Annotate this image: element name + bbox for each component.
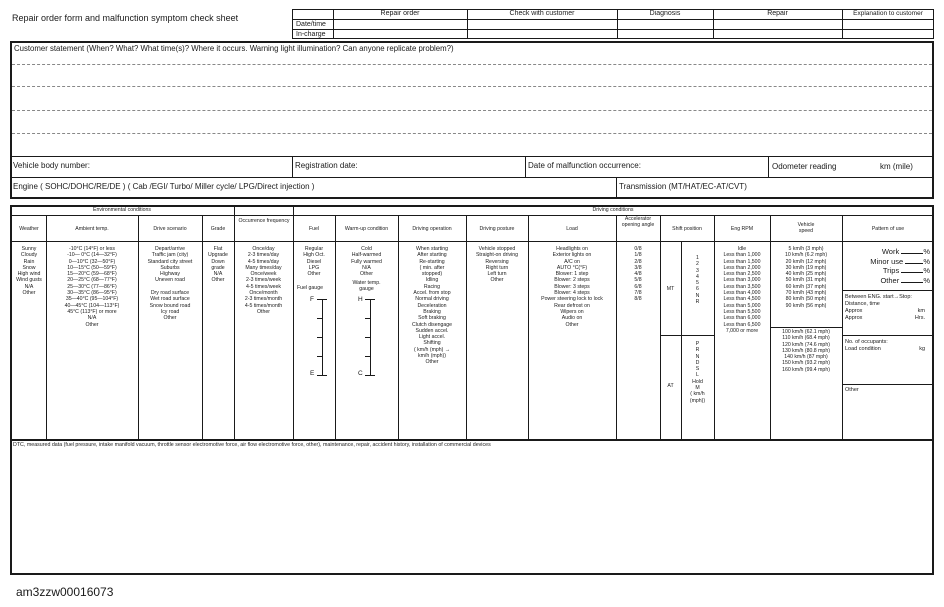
pattern-occupants: No. of occupants: bbox=[845, 339, 888, 345]
pattern-distance-line1: Between ENG. start→Stop: bbox=[845, 294, 912, 300]
pattern-approx-km-label: Approx bbox=[845, 308, 863, 314]
fuel-options bbox=[293, 246, 335, 277]
ambient-item: -10°C (14°F) or less bbox=[69, 246, 115, 252]
fuel-gauge-e: E bbox=[310, 370, 315, 377]
pattern-other-label: Other bbox=[880, 275, 900, 285]
drive-scenario-options bbox=[138, 246, 202, 322]
header-col-explanation: Explanation to customer bbox=[853, 10, 923, 17]
operation-item: Soft braking bbox=[418, 315, 446, 322]
ambient-item: N/A bbox=[87, 315, 97, 322]
fuel-item: Regular bbox=[304, 246, 324, 252]
drive-item: Dry road surface bbox=[150, 290, 190, 297]
ambient-item: 15—20°C (59—68°F) bbox=[67, 271, 117, 278]
mt-positions-item: 2 bbox=[696, 261, 699, 268]
ambient-item: 20—25°C (68—77°F) bbox=[67, 277, 117, 284]
operation-item: Other bbox=[425, 359, 439, 366]
rpm-item: Less than 5,000 bbox=[723, 302, 761, 309]
speed-options-high bbox=[770, 329, 842, 373]
load-item: Other bbox=[565, 321, 579, 328]
speed-top-item: 50 km/h (31 mph) bbox=[785, 277, 827, 284]
pattern-approx-hrs-label: Approx bbox=[845, 315, 863, 321]
warmup-item: Fully warmed bbox=[351, 258, 382, 265]
col-drive: Drive scenario bbox=[153, 226, 187, 232]
speed-top-item: 5 km/h (3 mph) bbox=[788, 246, 824, 252]
load-item: Blower: 4 steps bbox=[554, 290, 590, 297]
weather-item: Snow bbox=[22, 264, 36, 271]
at-positions-item: ( km/h bbox=[690, 391, 705, 398]
pattern-other-unit: % bbox=[923, 275, 930, 285]
occurrence-item: 2-3 times/month bbox=[244, 296, 283, 303]
at-positions-item: P bbox=[695, 341, 700, 347]
operation-item: Normal driving bbox=[415, 296, 449, 303]
operation-item: Sudden accel. bbox=[415, 327, 449, 334]
occurrence-item: 2-3 times/day bbox=[247, 252, 280, 259]
posture-item: Vehicle stopped bbox=[478, 246, 516, 252]
header-col-check: Check with customer bbox=[509, 10, 575, 17]
load-item: Wipers on bbox=[560, 308, 584, 315]
col-ambient: Ambient temp. bbox=[75, 226, 109, 232]
fuel-item: LPG bbox=[308, 264, 320, 271]
mt-positions-item: 6 bbox=[696, 286, 699, 293]
col-shift: Shift position bbox=[672, 226, 702, 232]
operation-item: km/h (mph)) bbox=[418, 353, 446, 360]
speed-bottom-item: 130 km/h (80.8 mph) bbox=[782, 347, 830, 354]
col-operation: Driving operation bbox=[412, 226, 452, 232]
accel-item: 7/8 bbox=[634, 290, 642, 297]
rpm-item: Less than 1,500 bbox=[723, 258, 761, 265]
header-col-repair: Repair bbox=[767, 10, 788, 17]
operation-item: When starting bbox=[415, 246, 448, 252]
mt-positions-item: 5 bbox=[696, 280, 699, 287]
speed-top-item: 90 km/h (56 mph) bbox=[785, 302, 827, 309]
operation-item: Deceleration bbox=[417, 302, 447, 309]
warmup-item: Cold bbox=[361, 246, 372, 252]
accel-item: 4/8 bbox=[634, 271, 642, 278]
warmup-item: Half-warmed bbox=[351, 252, 382, 259]
accel-item: 5/8 bbox=[634, 277, 642, 284]
drive-item: Wet road surface bbox=[150, 296, 190, 303]
occurrence-item: Once/day bbox=[252, 246, 275, 252]
occurrence-options bbox=[234, 246, 293, 315]
at-positions-item: N bbox=[695, 353, 700, 360]
rpm-item: Less than 2,000 bbox=[723, 264, 761, 271]
occurrence-item: Many times/day bbox=[245, 264, 282, 271]
load-item: Blower: 2 steps bbox=[554, 277, 590, 284]
posture-item: Other bbox=[490, 277, 504, 284]
load-item: Exterior lights on bbox=[552, 252, 592, 259]
accel-item: 0/8 bbox=[634, 246, 642, 252]
ambient-item: 45°C (113°F) or more bbox=[67, 308, 117, 315]
vehicle-body-number: Vehicle body number: bbox=[13, 161, 90, 170]
accel-item: 8/8 bbox=[634, 296, 642, 303]
registration-date: Registration date: bbox=[295, 161, 358, 170]
speed-top-item: 40 km/h (25 mph) bbox=[785, 271, 827, 278]
operation-item: Idling bbox=[425, 277, 439, 284]
mt-positions-item: N bbox=[695, 292, 700, 299]
grade-item: N/A bbox=[213, 271, 223, 278]
warmup-item: Other bbox=[360, 271, 373, 278]
figure-code: am3zzw00016073 bbox=[16, 585, 114, 599]
at-positions-item: Hold bbox=[692, 378, 703, 385]
mt-positions-item: 3 bbox=[696, 267, 699, 274]
pattern-work-unit: % bbox=[923, 247, 930, 256]
pattern-approx-hrs bbox=[845, 315, 933, 322]
col-weather: Weather bbox=[19, 226, 39, 232]
drive-item: Depart/arrive bbox=[155, 246, 185, 252]
load-options bbox=[528, 246, 616, 328]
rpm-item: Less than 4,500 bbox=[723, 296, 761, 303]
water-gauge-h: H bbox=[358, 296, 363, 303]
grade-item: grade bbox=[211, 264, 225, 271]
at-positions-item: R bbox=[695, 347, 700, 354]
load-item: Headlights on bbox=[556, 246, 588, 252]
posture-item: Right turn bbox=[485, 264, 509, 271]
occurrence-item: Once/month bbox=[249, 290, 278, 297]
pattern-trips-unit: % bbox=[923, 266, 930, 275]
accel-item: 2/8 bbox=[634, 258, 642, 265]
col-fuel: Fuel bbox=[308, 226, 320, 232]
speed-top-item: 10 km/h (6.2 mph) bbox=[784, 252, 828, 259]
speed-bottom-item: 160 km/h (99.4 mph) bbox=[782, 366, 830, 373]
rpm-item: Less than 4,000 bbox=[723, 290, 761, 297]
rpm-item: Less than 5,500 bbox=[723, 308, 761, 315]
drive-item: Snow bound road bbox=[149, 302, 191, 309]
drive-item: Icy road bbox=[160, 308, 180, 315]
occurrence-item: Other bbox=[257, 308, 270, 315]
drive-item: Other bbox=[163, 315, 177, 322]
rpm-item: Less than 6,000 bbox=[723, 315, 761, 322]
load-item: Audio on bbox=[561, 315, 583, 322]
speed-bottom-item: 140 km/h (87 mph) bbox=[784, 354, 828, 361]
grade-item: Other bbox=[211, 277, 225, 284]
customer-statement-label: Customer statement (When? What? What time(s)? Where it occurs. Warning light illumination? Can anyone replicate problem?) bbox=[14, 44, 454, 53]
odometer-label: Odometer reading bbox=[772, 162, 837, 171]
speed-bottom-item: 110 km/h (68.4 mph) bbox=[782, 335, 830, 342]
weather-item: N/A bbox=[24, 283, 34, 290]
pattern-minor-label: Minor use bbox=[870, 256, 904, 266]
load-item: Rear defrost on bbox=[554, 302, 590, 309]
shift-at-label: AT bbox=[667, 383, 674, 389]
col-occurrence: Occurrence frequency bbox=[238, 218, 290, 224]
operation-item: Re-starting bbox=[419, 258, 445, 265]
speed-top-item: 80 km/h (50 mph) bbox=[785, 296, 827, 303]
odometer-unit: km (mile) bbox=[880, 162, 913, 171]
speed-options-low bbox=[770, 246, 842, 309]
speed-bottom-item: 100 km/h (62.1 mph) bbox=[782, 329, 830, 335]
fuel-gauge-f: F bbox=[310, 296, 314, 303]
col-rpm: Eng RPM bbox=[730, 226, 754, 232]
weather-item: Cloudy bbox=[20, 252, 38, 259]
operation-item: Accel. from stop bbox=[413, 290, 451, 297]
rpm-item: Less than 6,500 bbox=[723, 321, 761, 328]
pattern-approx-hrs-unit: Hrs. bbox=[914, 315, 925, 321]
mt-positions bbox=[681, 255, 714, 305]
ambient-item: -10— 0°C (14—32°F) bbox=[67, 252, 117, 259]
accel-item: 1/8 bbox=[634, 252, 642, 259]
operation-item: ( min. after bbox=[419, 264, 445, 271]
pattern-trips-label: Trips bbox=[882, 266, 900, 275]
accelerator-options bbox=[616, 246, 660, 303]
ambient-item: 10—15°C (50—59°F) bbox=[67, 264, 117, 271]
pattern-approx-km-unit: km bbox=[917, 308, 925, 314]
ambient-temp-options bbox=[46, 246, 138, 328]
grade-item: Flat bbox=[213, 246, 223, 252]
col-warmup: Warm-up condition bbox=[344, 226, 389, 232]
speed-bottom-item: 120 km/h (74.6 mph) bbox=[782, 341, 830, 348]
ambient-item: Other bbox=[85, 321, 99, 328]
mt-positions-item: R bbox=[695, 299, 700, 306]
pattern-minor-field[interactable] bbox=[905, 257, 923, 264]
operation-item: Clutch disengage bbox=[411, 321, 453, 328]
load-item: Blower: 3 steps bbox=[554, 283, 590, 290]
grade-item: Down bbox=[211, 258, 225, 265]
at-positions-item: (mph)) bbox=[689, 397, 706, 404]
load-item: A/C on bbox=[564, 258, 580, 265]
fuel-gauge-label: Fuel gauge bbox=[297, 285, 323, 291]
transmission-type: Transmission (MT/HAT/EC-AT/CVT) bbox=[619, 182, 747, 191]
pattern-occupants-block bbox=[845, 339, 933, 353]
pattern-load-label: Load condition bbox=[845, 346, 881, 352]
weather-options bbox=[12, 246, 46, 296]
driving-operation-options bbox=[398, 246, 466, 366]
header-col-diagnosis: Diagnosis bbox=[649, 10, 681, 17]
operation-item: stopped) bbox=[421, 271, 443, 278]
fuel-item: Diesel bbox=[306, 258, 322, 265]
ambient-item: 35—40°C (95—104°F) bbox=[65, 296, 119, 303]
at-positions-item: L bbox=[696, 372, 699, 379]
driving-conditions-header: Driving conditions bbox=[592, 207, 634, 213]
at-positions bbox=[681, 341, 714, 404]
pattern-usage bbox=[846, 247, 930, 285]
drive-item: Highway bbox=[160, 271, 180, 278]
malfunction-date: Date of malfunction occurrence: bbox=[528, 161, 641, 170]
occurrence-item: 4-5 times/month bbox=[244, 302, 283, 309]
drive-item: Standard city street bbox=[147, 258, 193, 265]
engine-type: Engine ( SOHC/DOHC/RE/DE ) ( Cab /EGI/ Turbo/ Miller cycle/ LPG/Direct injection ) bbox=[13, 182, 315, 191]
at-positions-item: D bbox=[695, 359, 700, 366]
mt-positions-item: 4 bbox=[696, 273, 699, 280]
env-conditions-header: Environmental conditions bbox=[93, 207, 151, 213]
pattern-load-unit: kg bbox=[919, 346, 925, 352]
posture-item: Left turn bbox=[487, 271, 507, 278]
col-grade: Grade bbox=[210, 226, 226, 232]
col-accel: Accelerator opening angle bbox=[621, 216, 655, 229]
col-load: Load bbox=[566, 226, 578, 232]
header-col-repair-order: Repair order bbox=[380, 10, 420, 17]
pattern-work-label: Work bbox=[881, 247, 900, 256]
pattern-trips bbox=[846, 266, 930, 276]
driving-posture-options bbox=[466, 246, 528, 284]
warmup-options bbox=[335, 246, 398, 277]
speed-top-item: 30 km/h (19 mph) bbox=[785, 264, 827, 271]
accel-item: 3/8 bbox=[634, 264, 642, 271]
fuel-item: Other bbox=[307, 271, 321, 278]
pattern-distance bbox=[845, 294, 933, 322]
pattern-work bbox=[846, 247, 930, 257]
speed-bottom-item: 150 km/h (93.2 mph) bbox=[782, 360, 830, 367]
load-item: Power steering lock to lock bbox=[541, 296, 603, 303]
posture-item: Reversing bbox=[485, 258, 509, 265]
ambient-item: 25—30°C (77—86°F) bbox=[67, 283, 117, 290]
rpm-item: Idle bbox=[737, 246, 747, 252]
rpm-item: Less than 1,000 bbox=[723, 252, 761, 259]
operation-item: Braking bbox=[423, 308, 441, 315]
rpm-item: Less than 3,000 bbox=[723, 277, 761, 284]
rpm-item: Less than 3,500 bbox=[723, 283, 761, 290]
at-positions-item: S bbox=[695, 366, 700, 373]
warmup-item: N/A bbox=[362, 264, 371, 271]
operation-item: Light accel. bbox=[418, 334, 446, 341]
col-speed: Vehicle speed bbox=[797, 222, 815, 235]
dtc-box bbox=[10, 439, 934, 575]
weather-item: Sunny bbox=[21, 246, 37, 252]
drive-item: Suburbs bbox=[160, 264, 180, 271]
weather-item: Rain bbox=[23, 258, 35, 265]
posture-item: Straight-on driving bbox=[475, 252, 519, 259]
pattern-work-field[interactable] bbox=[901, 247, 923, 254]
shift-mt-label: MT bbox=[666, 286, 675, 292]
occurrence-item: Once/week bbox=[250, 271, 277, 278]
drive-item: Uneven road bbox=[155, 277, 185, 284]
pattern-other-field[interactable] bbox=[901, 276, 923, 283]
occurrence-item: 4-5 times/day bbox=[247, 258, 280, 265]
speed-top-item: 60 km/h (37 mph) bbox=[785, 283, 827, 290]
water-gauge-label-line2: gauge bbox=[359, 286, 374, 293]
pattern-trips-field[interactable] bbox=[901, 266, 923, 273]
water-gauge-label bbox=[335, 280, 398, 293]
load-item: AUTO °C(°F) bbox=[556, 264, 588, 271]
ambient-item: 40—45°C (104—113°F) bbox=[64, 302, 120, 309]
operation-item: ( km/h (mph) → bbox=[413, 346, 451, 353]
pattern-minor bbox=[846, 257, 930, 267]
col-posture: Driving posture bbox=[479, 226, 515, 232]
pattern-approx-km bbox=[845, 308, 933, 315]
ambient-item: 0—10°C (32—50°F) bbox=[68, 258, 116, 265]
grade-options bbox=[202, 246, 234, 284]
occurrence-item: 2-3 times/week bbox=[246, 277, 281, 284]
col-pattern: Pattern of use bbox=[871, 226, 905, 232]
fuel-item: High Oct. bbox=[303, 252, 325, 259]
form-title: Repair order form and malfunction symptom check sheet bbox=[12, 13, 239, 23]
grade-item: Upgrade bbox=[208, 252, 228, 259]
header-row-datetime: Date/time bbox=[296, 21, 326, 28]
dtc-note: DTC, measured data (fuel pressure, intake manifold vacuum, throttle sensor electromotive force, air flow electromotive force, other), maintenance, repair, accident history, installation of commercial devices bbox=[13, 442, 491, 448]
operation-item: Shifting bbox=[423, 340, 441, 347]
at-positions-item: M bbox=[695, 385, 700, 392]
rpm-item: 7,000 or more bbox=[725, 327, 759, 334]
weather-item: Other bbox=[22, 290, 36, 297]
speed-top-item: 20 km/h (12 mph) bbox=[785, 258, 827, 265]
occurrence-item: 4-5 times/week bbox=[246, 283, 281, 290]
rpm-item: Less than 2,500 bbox=[723, 271, 761, 278]
accel-item: 6/8 bbox=[634, 283, 642, 290]
load-item: Blower: 1 step bbox=[555, 271, 589, 278]
operation-item: Racing bbox=[423, 283, 441, 290]
water-gauge-label-line1: Water temp. bbox=[352, 280, 381, 286]
speed-top-item: 70 km/h (43 mph) bbox=[785, 290, 827, 297]
pattern-distance-line2: Distance, time bbox=[845, 301, 880, 307]
pattern-other-note: Other bbox=[845, 387, 859, 393]
drive-item: Traffic jam (city) bbox=[151, 252, 189, 259]
pattern-minor-unit: % bbox=[923, 256, 930, 266]
weather-item: High wind bbox=[17, 271, 41, 278]
pattern-load-condition bbox=[845, 346, 933, 353]
water-gauge-c: C bbox=[358, 370, 363, 377]
pattern-other bbox=[846, 276, 930, 286]
eng-rpm-options bbox=[714, 246, 770, 334]
operation-item: After starting bbox=[417, 252, 447, 259]
weather-item: Wind gusts bbox=[16, 277, 42, 284]
header-row-incharge: In-charge bbox=[296, 31, 326, 38]
ambient-item: 30—35°C (86—95°F) bbox=[67, 290, 117, 297]
mt-positions-item: 1 bbox=[696, 255, 699, 261]
